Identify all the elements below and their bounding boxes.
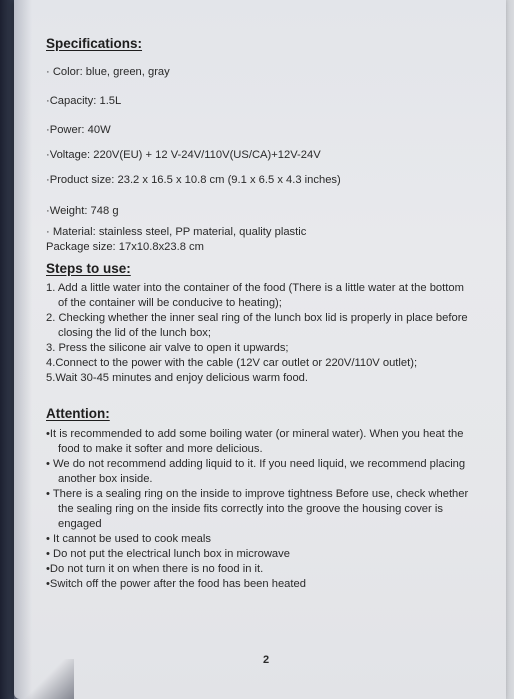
page-number: 2 (263, 654, 270, 666)
attention-item-7: •Switch off the power after the food has been heated (46, 578, 306, 590)
step-1: 1. Add a little water into the container of the food (There is a little water at the bottom (46, 282, 464, 294)
spec-voltage: ·Voltage: 220V(EU) + 12 V-24V/110V(US/CA)+12V-24V (46, 149, 321, 161)
steps-list (46, 281, 506, 386)
attention-item-5: • Do not put the electrical lunch box in microwave (46, 548, 290, 560)
attention-item-3-continued-2: engaged (58, 518, 102, 530)
step-4: 4.Connect to the power with the cable (12V car outlet or 220V/110V outlet); (46, 357, 418, 369)
spec-package-size: Package size: 17x10.8x23.8 cm (46, 241, 204, 253)
step-1-continued: of the container will be conducive to heating); (58, 297, 282, 309)
page-content (46, 36, 506, 592)
attention-item-3-continued: the sealing ring on the inside fits correctly into the groove the housing cover is (58, 503, 443, 515)
attention-item-2-continued: another box inside. (58, 473, 153, 485)
attention-item-2: • We do not recommend adding liquid to it. If you need liquid, we recommend placing (46, 458, 466, 470)
step-5: 5.Wait 30-45 minutes and enjoy delicious warm food. (46, 372, 309, 384)
specifications-heading: Specifications: (46, 36, 143, 51)
attention-heading: Attention: (46, 406, 110, 421)
attention-item-6: •Do not turn it on when there is no food in it. (46, 563, 264, 575)
spec-capacity: ·Capacity: 1.5L (46, 95, 122, 107)
steps-heading: Steps to use: (46, 261, 131, 276)
step-2: 2. Checking whether the inner seal ring of the lunch box lid is properly in place before (46, 312, 468, 324)
attention-list (46, 427, 506, 592)
step-2-continued: closing the lid of the lunch box; (58, 327, 211, 339)
spec-product-size: ·Product size: 23.2 x 16.5 x 10.8 cm (9.1 x 6.5 x 4.3 inches) (46, 174, 341, 186)
attention-item-1: •It is recommended to add some boiling water (or mineral water). When you heat the (46, 428, 464, 440)
attention-item-4: • It cannot be used to cook meals (46, 533, 211, 545)
spec-power: ·Power: 40W (46, 124, 111, 136)
attention-item-3: • There is a sealing ring on the inside to improve tightness Before use, check whether (46, 488, 469, 500)
step-3: 3. Press the silicone air valve to open it upwards; (46, 342, 289, 354)
spec-material: · Material: stainless steel, PP material, quality plastic (46, 226, 307, 238)
spec-weight: ·Weight: 748 g (46, 205, 119, 217)
spec-color: · Color: blue, green, gray (46, 66, 170, 78)
page-corner-shadow (14, 659, 74, 699)
manual-page (14, 0, 506, 699)
attention-item-1-continued: food to make it softer and more delicious. (58, 443, 263, 455)
